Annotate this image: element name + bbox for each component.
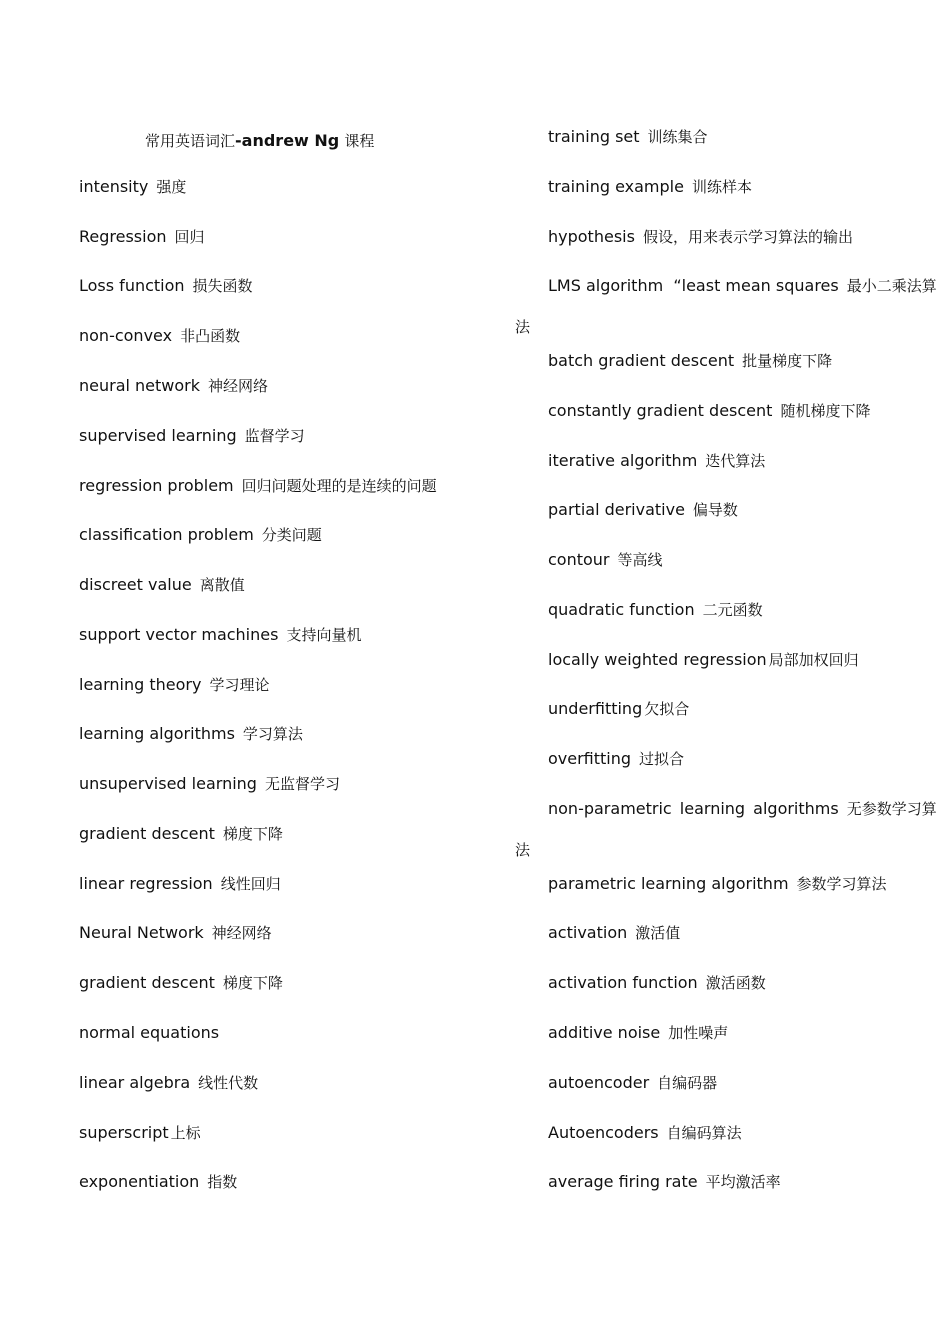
term-english: additive noise xyxy=(548,1023,661,1042)
term-english: locally weighted regression xyxy=(548,650,767,669)
term-chinese: 自编码器 xyxy=(657,1074,718,1092)
term-chinese: 过拟合 xyxy=(639,750,685,768)
term-chinese: 欠拟合 xyxy=(644,700,690,718)
term-chinese: 神经网络 xyxy=(208,377,269,395)
term-chinese: 最小二乘法算 xyxy=(846,277,937,295)
term-english: activation function xyxy=(548,973,698,992)
term-english: parametric learning algorithm xyxy=(548,874,789,893)
term-english: support vector machines xyxy=(79,625,279,644)
term-english: Neural Network xyxy=(79,923,204,942)
vocab-item xyxy=(79,674,269,696)
vocab-item xyxy=(79,922,272,944)
term-english: exponentiation xyxy=(79,1172,200,1191)
vocab-item xyxy=(79,723,303,745)
term-chinese: 迭代算法 xyxy=(705,452,766,470)
term-chinese: 梯度下降 xyxy=(222,825,283,843)
term-chinese: 局部加权回归 xyxy=(768,651,859,669)
term-chinese: 假设，用来表示学习算法的输出 xyxy=(642,228,853,246)
vocab-item xyxy=(548,549,663,571)
vocab-item xyxy=(548,922,680,944)
vocab-item xyxy=(548,698,689,720)
term-english: neural network xyxy=(79,376,201,395)
term-chinese: 激活函数 xyxy=(705,974,766,992)
term-chinese: 回归 xyxy=(174,228,205,246)
vocab-item xyxy=(548,1122,742,1144)
title-prefix: 常用英语词汇 xyxy=(145,132,236,150)
term-english: gradient descent xyxy=(79,824,215,843)
vocab-item xyxy=(79,425,305,447)
term-chinese: 训练样本 xyxy=(691,178,752,196)
term-chinese: 加性噪声 xyxy=(668,1024,729,1042)
term-chinese: 上标 xyxy=(170,1124,201,1142)
title-bold: -andrew Ng xyxy=(235,131,340,150)
term-english: linear algebra xyxy=(79,1073,191,1092)
term-english: discreet value xyxy=(79,575,192,594)
vocab-item xyxy=(79,773,340,795)
term-english: classification problem xyxy=(79,525,254,544)
vocab-item xyxy=(79,1122,201,1144)
vocab-item xyxy=(548,1072,717,1094)
vocab-item xyxy=(548,873,887,895)
vocab-item xyxy=(79,1022,227,1044)
term-english: supervised learning xyxy=(79,426,237,445)
wrapped-line-tail: 法 xyxy=(515,841,531,859)
vocab-item xyxy=(548,649,859,671)
term-english: unsupervised learning xyxy=(79,774,257,793)
vocab-item xyxy=(548,450,765,472)
term-english: learning algorithms xyxy=(79,724,235,743)
vocab-item xyxy=(79,524,322,546)
page-title xyxy=(145,130,374,152)
title-suffix: 课程 xyxy=(344,132,375,150)
term-chinese: 无参数学习算 xyxy=(846,800,937,818)
term-english: contour xyxy=(548,550,610,569)
term-english: Autoencoders xyxy=(548,1123,659,1142)
term-english: quadratic function xyxy=(548,600,695,619)
vocab-item xyxy=(548,400,870,422)
vocab-item xyxy=(548,748,684,770)
term-english: learning theory xyxy=(79,675,202,694)
term-english: training example xyxy=(548,177,684,196)
vocab-item xyxy=(548,126,708,148)
vocab-item xyxy=(79,475,437,497)
term-chinese: 学习算法 xyxy=(242,725,303,743)
term-english: linear regression xyxy=(79,874,213,893)
term-english: average firing rate xyxy=(548,1172,698,1191)
term-english: normal equations xyxy=(79,1023,220,1042)
term-chinese: 等高线 xyxy=(617,551,663,569)
term-english: Regression xyxy=(79,227,167,246)
term-english: non-parametric learning algorithms xyxy=(548,799,839,818)
term-chinese: 指数 xyxy=(207,1173,238,1191)
term-chinese: 线性回归 xyxy=(220,875,281,893)
term-chinese: 参数学习算法 xyxy=(796,875,887,893)
term-chinese: 非凸函数 xyxy=(180,327,241,345)
term-chinese: 分类问题 xyxy=(261,526,322,544)
term-chinese: 学习理论 xyxy=(209,676,270,694)
vocab-item xyxy=(548,275,950,297)
term-english: regression problem xyxy=(79,476,234,495)
term-english: LMS algorithm “least mean squares xyxy=(548,276,839,295)
term-chinese: 平均激活率 xyxy=(705,1173,781,1191)
vocab-item xyxy=(79,972,283,994)
vocab-item xyxy=(79,1072,258,1094)
term-chinese: 监督学习 xyxy=(244,427,305,445)
vocab-item xyxy=(548,1022,728,1044)
term-chinese: 批量梯度下降 xyxy=(742,352,833,370)
vocab-item xyxy=(79,1171,237,1193)
vocab-item xyxy=(79,226,205,248)
term-chinese: 梯度下降 xyxy=(222,974,283,992)
term-english: partial derivative xyxy=(548,500,685,519)
term-chinese: 二元函数 xyxy=(702,601,763,619)
term-english: training set xyxy=(548,127,640,146)
vocab-item xyxy=(548,1171,781,1193)
vocab-item xyxy=(79,574,245,596)
term-chinese: 支持向量机 xyxy=(286,626,362,644)
term-english: activation xyxy=(548,923,628,942)
vocab-item xyxy=(79,375,268,397)
term-chinese: 偏导数 xyxy=(692,501,738,519)
term-chinese: 线性代数 xyxy=(198,1074,259,1092)
vocab-item xyxy=(79,176,186,198)
term-chinese: 回归问题处理的是连续的问题 xyxy=(241,477,437,495)
term-english: gradient descent xyxy=(79,973,215,992)
vocab-item xyxy=(548,176,752,198)
vocab-item xyxy=(79,624,361,646)
term-english: overfitting xyxy=(548,749,632,768)
vocab-item xyxy=(548,599,763,621)
term-chinese: 强度 xyxy=(156,178,187,196)
term-chinese: 离散值 xyxy=(199,576,245,594)
term-chinese: 随机梯度下降 xyxy=(780,402,871,420)
term-english: intensity xyxy=(79,177,149,196)
term-chinese: 自编码算法 xyxy=(666,1124,742,1142)
vocab-item xyxy=(548,226,853,248)
vocab-item xyxy=(548,499,738,521)
vocab-item xyxy=(548,350,832,372)
term-chinese: 损失函数 xyxy=(192,277,253,295)
vocab-item xyxy=(79,823,283,845)
term-chinese: 无监督学习 xyxy=(264,775,340,793)
vocab-item xyxy=(79,873,281,895)
vocab-item xyxy=(548,798,950,820)
term-english: hypothesis xyxy=(548,227,635,246)
vocab-item xyxy=(548,972,766,994)
term-chinese: 激活值 xyxy=(635,924,681,942)
term-english: constantly gradient descent xyxy=(548,401,773,420)
term-english: superscript xyxy=(79,1123,169,1142)
term-english: underfitting xyxy=(548,699,643,718)
vocab-item xyxy=(79,275,253,297)
term-english: Loss function xyxy=(79,276,185,295)
term-english: autoencoder xyxy=(548,1073,650,1092)
term-chinese: 神经网络 xyxy=(211,924,272,942)
wrapped-line-tail: 法 xyxy=(515,318,531,336)
term-chinese: 训练集合 xyxy=(647,128,708,146)
term-english: batch gradient descent xyxy=(548,351,735,370)
vocab-item xyxy=(79,325,240,347)
term-english: non-convex xyxy=(79,326,173,345)
term-english: iterative algorithm xyxy=(548,451,698,470)
